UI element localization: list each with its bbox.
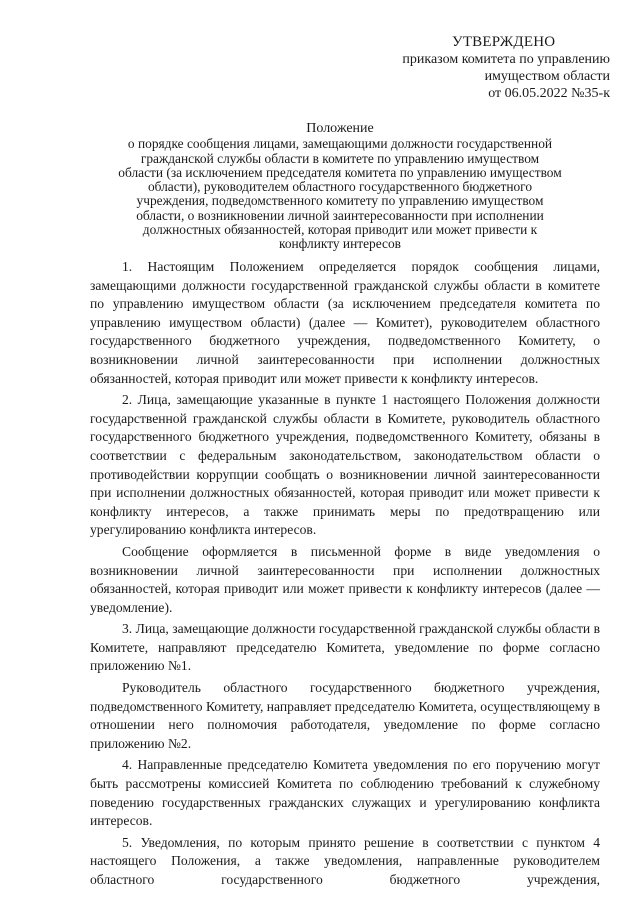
title-line: о порядке сообщения лицами, замещающими должности государственной <box>127 136 553 152</box>
title-line: конфликту интересов <box>279 236 401 252</box>
approval-line-property: имуществом области <box>484 69 610 84</box>
approval-heading: УТВЕРЖДЕНО <box>452 34 556 50</box>
paragraph-clause-2: 2. Лица, замещающие указанные в пункте 1 настоящего Положения должности государственной гражданской службы области в Комитете, руководитель областного государственного бюджетного учреждения, подведомственного Комитету, обязаны в соответствии с федеральным законодательством, законодательством области о противодействии коррупции сообщать о возникновении личной заинтересованности при исполнении должностных обязанностей, которая приводит или может привести к конфликту интересов, а также принимать меры по предотвращению или урегулированию конфликта интересов. <box>90 392 600 538</box>
title-line: должностных обязанностей, которая приводит или может привести к <box>142 222 538 238</box>
document-title <box>90 122 590 252</box>
paragraph-clause-3: 3. Лица, замещающие должности государственной гражданской службы области в Комитете, направляют председателю Комитета, уведомление по форме согласно приложению №1. <box>90 621 600 674</box>
title-line: области), руководителем областного государственного бюджетного <box>147 179 533 195</box>
title-heading: Положение <box>306 121 374 136</box>
paragraph-head-of-institution: Руководитель областного государственного бюджетного учреждения, подведомственного Комитету, направляет председателю Комитета, осуществляющему в отношении него полномочия работодателя, уведомление по форме согласно приложению №2. <box>90 680 600 751</box>
approval-line-date: от 06.05.2022 №35-к <box>488 86 610 101</box>
paragraph-clause-5: 5. Уведомления, по которым принято решение в соответствии с пунктом 4 настоящего Положения, а также уведомления, направленные руководителем областного государственного бюджетного учреждения, <box>90 834 600 887</box>
paragraph-clause-1: 1. Настоящим Положением определяется порядок сообщения лицами, замещающими должности государственной гражданской службы области в комитете по управлению имуществом области (за исключением председателя комитета по управлению имуществом области) (далее — Комитет), руководителем областного государственного бюджетного учреждения, подведомственного Комитету, о возникновении личной заинтересованности при исполнении должностных обязанностей, которая приводит или может привести к конфликту интересов. <box>90 259 600 386</box>
title-line: области, о возникновении личной заинтересованности при исполнении <box>136 207 544 223</box>
approval-line-order: приказом комитета по управлению <box>402 52 610 67</box>
approval-stamp-block <box>360 34 610 102</box>
title-line: области (за исключением председателя комитета по управлению имуществом <box>118 164 562 180</box>
title-line: гражданской службы области в комитете по управлению имуществом <box>140 150 540 166</box>
title-line: учреждения, подведомственного комитету по управлению имуществом <box>136 193 544 209</box>
paragraph-clause-4: 4. Направленные председателю Комитета уведомления по его поручению могут быть рассмотрены комиссией Комитета по соблюдению требований к служебному поведению государственных гражданских служащих и урегулированию конфликта интересов. <box>90 757 600 829</box>
paragraph-notification-form: Сообщение оформляется в письменной форме в виде уведомления о возникновении личной заинтересованности при исполнении должностных обязанностей, которая приводит или может привести к конфликту интересов (далее — уведомление). <box>90 543 600 615</box>
document-body <box>90 258 600 890</box>
